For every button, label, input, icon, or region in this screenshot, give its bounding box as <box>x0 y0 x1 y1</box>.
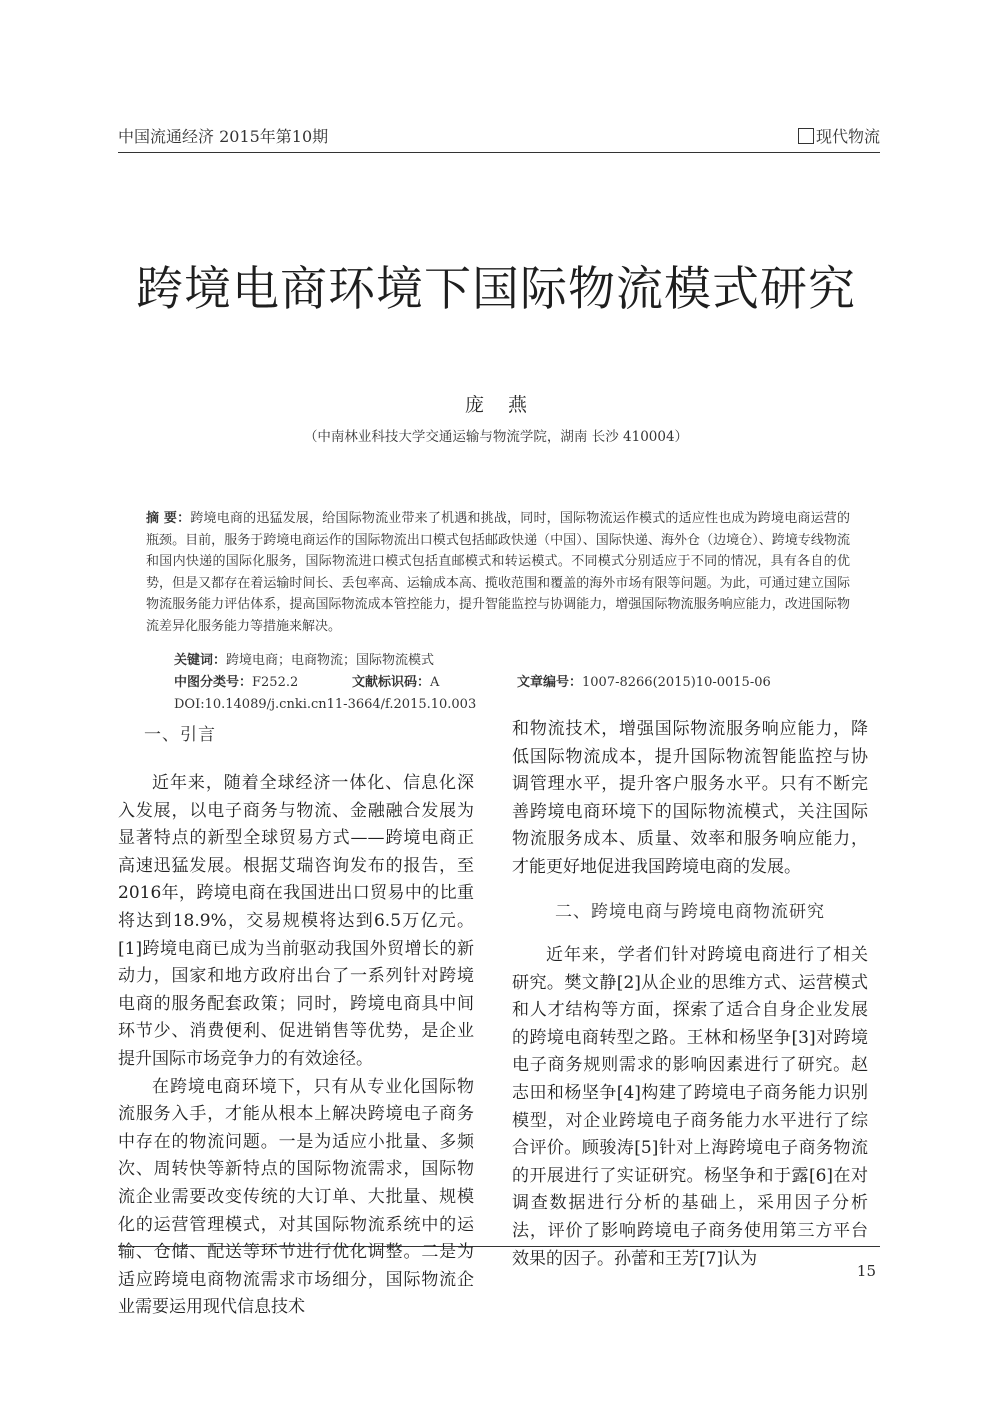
header-rule <box>118 152 880 153</box>
checkbox-square-icon <box>798 128 814 144</box>
right-column-bottom <box>512 942 868 1273</box>
article-number-label: 文章编号： <box>517 675 583 690</box>
doc-code-label: 文献标识码： <box>352 675 431 690</box>
footer-rule <box>118 1246 880 1247</box>
document-code <box>352 671 439 690</box>
section-heading-research: 二、跨境电商与跨境电商物流研究 <box>555 902 825 922</box>
abstract <box>146 508 850 637</box>
clc-label: 中图分类号： <box>174 675 253 690</box>
keywords-text: 跨境电商；电商物流；国际物流模式 <box>226 653 435 668</box>
keywords-label: 关键词： <box>174 653 227 668</box>
clc-number <box>174 671 298 690</box>
body-paragraph: 在跨境电商环境下，只有从专业化国际物流服务入手，才能从根本上解决跨境电子商务中存在的物流问题。一是为适应小批量、多频次、周转快等新特点的国际物流需求，国际物流企业需要改变传统的大订单、大批量、规模化的运营管理模式，对其国际物流系统中的运输、仓储、配送等环节进行优化调整。二是为适应跨境电商物流需求市场细分，国际物流企业需要运用现代信息技术 <box>118 1076 474 1318</box>
doi: DOI:10.14089/j.cnki.cn11-3664/f.2015.10.003 <box>174 697 477 712</box>
article-title: 跨境电商环境下国际物流模式研究 <box>136 262 856 317</box>
section-heading-intro: 一、引言 <box>144 725 216 745</box>
section-header <box>798 124 880 147</box>
section-header-label: 现代物流 <box>815 127 880 146</box>
body-paragraph: 近年来，学者们针对跨境电商进行了相关研究。樊文静[2]从企业的思维方式、运营模式和人才结构等方面，探索了适合自身企业发展的跨境电商转型之路。王林和杨坚争[3]对跨境电子商务规则需求的影响因素进行了研究。赵志田和杨坚争[4]构建了跨境电子商务能力识别模型，对企业跨境电子商务能力水平进行了综合评价。顾骏涛[5]针对上海跨境电子商务物流的开展进行了实证研究。杨坚争和于露[6]在对调查数据进行分析的基础上，采用因子分析法，评价了影响跨境电子商务使用第三方平台效果的因子。孙蕾和王芳[7]认为 <box>512 945 868 1269</box>
author-name: 庞燕 <box>464 394 551 416</box>
abstract-label: 摘 要： <box>146 511 191 526</box>
doc-code-value: A <box>430 675 440 690</box>
keywords <box>174 649 434 668</box>
left-column <box>118 770 474 1322</box>
clc-value: F252.2 <box>252 675 299 690</box>
article-number-value: 1007-8266(2015)10-0015-06 <box>582 675 771 690</box>
right-column-top <box>512 716 868 882</box>
page-number: 15 <box>856 1262 876 1280</box>
article-number <box>517 671 771 690</box>
body-paragraph-continued: 和物流技术，增强国际物流服务响应能力，降低国际物流成本，提升国际物流智能监控与协调管理水平，提升客户服务水平。只有不断完善跨境电商环境下的国际物流模式，关注国际物流服务成本、质量、效率和服务响应能力，才能更好地促进我国跨境电商的发展。 <box>512 719 868 877</box>
abstract-text: 跨境电商的迅猛发展，给国际物流业带来了机遇和挑战，同时，国际物流运作模式的适应性也成为跨境电商运营的瓶颈。目前，服务于跨境电商运作的国际物流出口模式包括邮政快递（中国）、国际快递、海外仓（边境仓）、跨境专线物流和国内快递的国际化服务，国际物流进口模式包括直邮模式和转运模式。不同模式分别适应于不同的情况，具有各自的优势，但是又都存在着运输时间长、丢包率高、运输成本高、揽收范围和覆盖的海外市场有限等问题。为此，可通过建立国际物流服务能力评估体系，提高国际物流成本管控能力，提升智能监控与协调能力，增强国际物流服务响应能力，改进国际物流差异化服务能力等措施来解决。 <box>146 511 850 634</box>
author-affiliation: （中南林业科技大学交通运输与物流学院，湖南 长沙 410004） <box>303 429 689 445</box>
journal-header: 中国流通经济 2015年第10期 <box>118 127 329 146</box>
body-paragraph: 近年来，随着全球经济一体化、信息化深入发展，以电子商务与物流、金融融合发展为显著特点的新型全球贸易方式——跨境电商正高速迅猛发展。根据艾瑞咨询发布的报告，至2016年，跨境电商在我国进出口贸易中的比重将达到18.9%，交易规模将达到6.5万亿元。[1]跨境电商已成为当前驱动我国外贸增长的新动力，国家和地方政府出台了一系列针对跨境电商的服务配套政策；同时，跨境电商具中间环节少、消费便利、促进销售等优势，是企业提升国际市场竞争力的有效途径。 <box>118 773 474 1069</box>
